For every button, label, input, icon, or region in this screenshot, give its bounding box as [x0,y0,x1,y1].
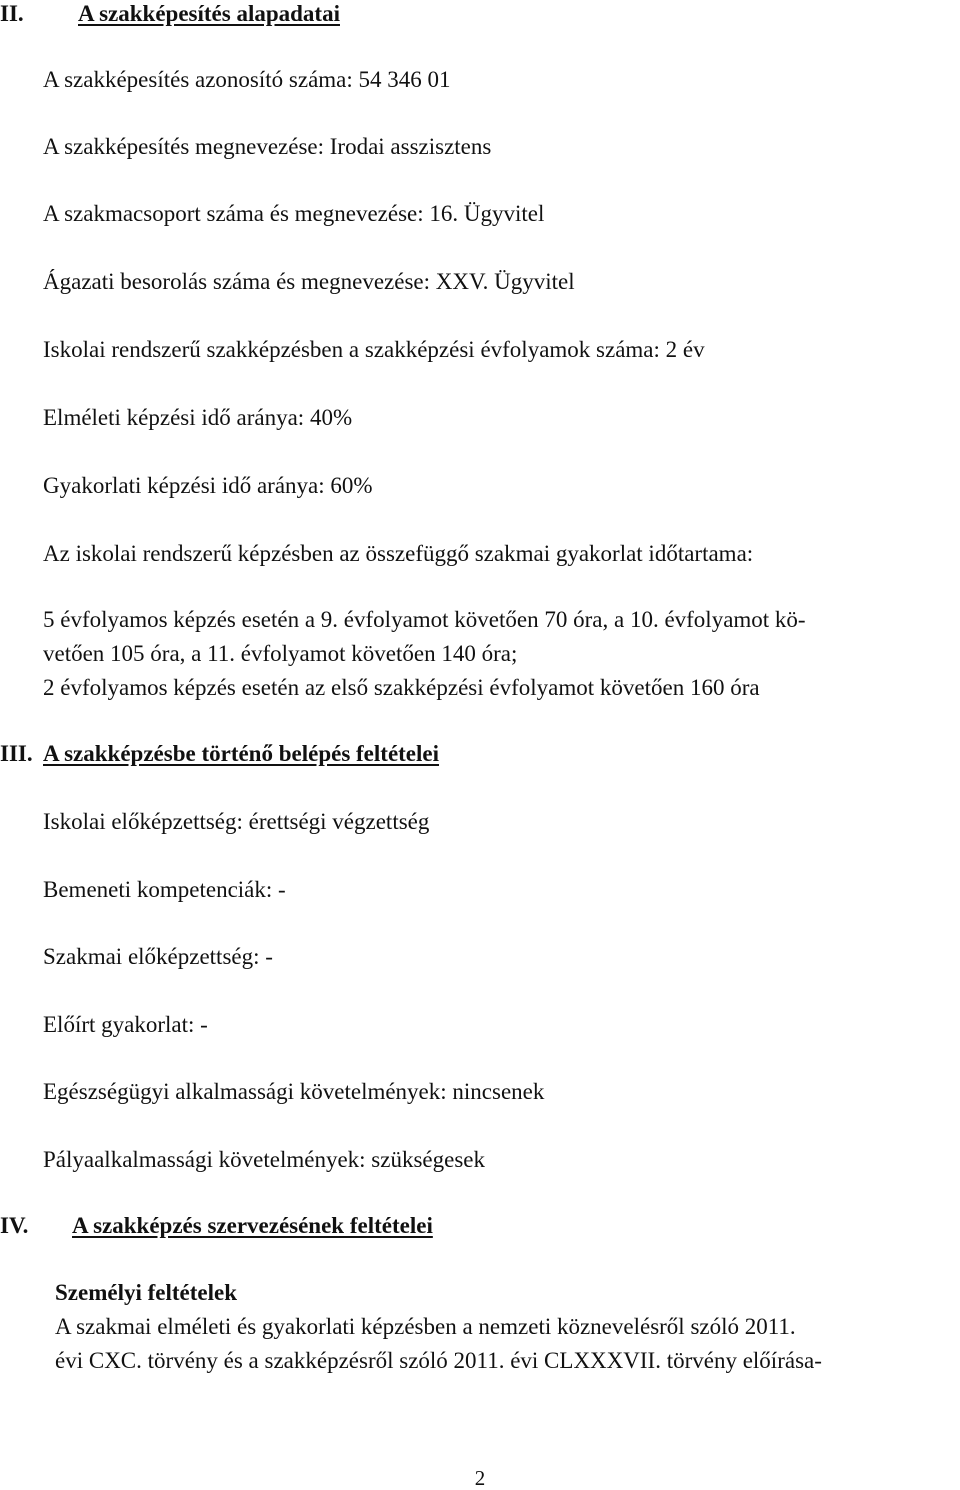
professional-group-line: A szakmacsoport száma és megnevezése: 16. Ügyvitel [43,201,545,226]
sector-classification-line: Ágazati besorolás száma és megnevezése: XXV. Ügyvitel [43,269,575,294]
health-requirements-line: Egészségügyi alkalmassági követelmények: nincsenek [43,1079,545,1104]
qualification-name-line: A szakképesítés megnevezése: Irodai asszisztens [43,134,492,159]
practice-duration-line: Az iskolai rendszerű képzésben az összefüggő szakmai gyakorlat időtartama: [43,541,754,566]
qualification-id-line: A szakképesítés azonosító száma: 54 346 01 [43,67,451,92]
personnel-conditions-subheading: Személyi feltételek [55,1280,237,1305]
career-aptitude-line: Pályaalkalmassági követelmények: szükségesek [43,1147,485,1172]
personnel-paragraph-line-2: évi CXC. törvény és a szakképzésről szóló 2011. évi CLXXXVII. törvény előírása- [55,1348,822,1373]
section-3-number: III. [0,741,33,766]
required-practice-line: Előírt gyakorlat: - [43,1012,208,1037]
practice-detail-line-2: vetően 105 óra, a 11. évfolyamot követően 140 óra; [43,641,518,666]
section-3-title: A szakképzésbe történő belépés feltételei [43,741,440,766]
section-4-title: A szakképzés szervezésének feltételei [72,1213,433,1238]
section-4-number: IV. [0,1213,29,1238]
personnel-paragraph-line-1: A szakmai elméleti és gyakorlati képzésben a nemzeti köznevelésről szóló 2011. [55,1314,796,1339]
section-2-title: A szakképesítés alapadatai [78,1,340,26]
page-number: 2 [474,1466,486,1490]
professional-prequalification-line: Szakmai előképzettség: - [43,944,273,969]
practice-detail-line-3: 2 évfolyamos képzés esetén az első szakképzési évfolyamot követően 160 óra [43,675,760,700]
theory-ratio-line: Elméleti képzési idő aránya: 40% [43,405,353,430]
practice-detail-line-1: 5 évfolyamos képzés esetén a 9. évfolyamot követően 70 óra, a 10. évfolyamot kö- [43,607,806,632]
section-2-number: II. [0,1,24,26]
practice-ratio-line: Gyakorlati képzési idő aránya: 60% [43,473,373,498]
school-years-line: Iskolai rendszerű szakképzésben a szakképzési évfolyamok száma: 2 év [43,337,705,362]
entry-competencies-line: Bemeneti kompetenciák: - [43,877,286,902]
prior-education-line: Iskolai előképzettség: érettségi végzettség [43,809,430,834]
